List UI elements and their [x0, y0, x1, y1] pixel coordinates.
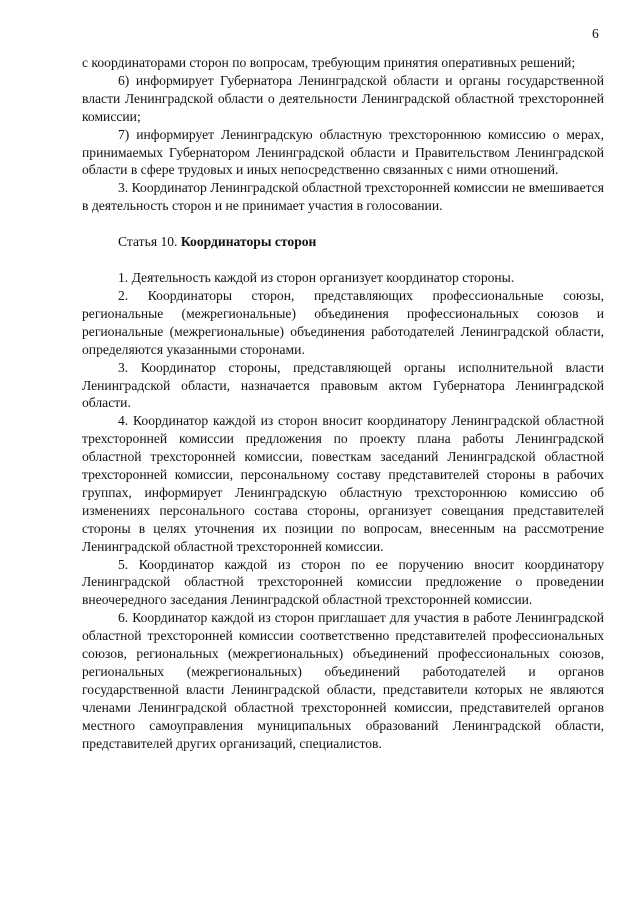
paragraph-item-7: 7) информирует Ленинградскую областную трехстороннюю комиссию о мерах, принимаемых Губернатором Ленинградской области и Правительством Ленинградской области в сфере трудовых и иных непосредственно связанных с ними отношений.	[82, 126, 604, 178]
article-prefix: Статья 10.	[118, 234, 181, 250]
page-number: 6	[592, 26, 599, 41]
document-body	[82, 54, 604, 753]
article-paragraph-6: 6. Координатор каждой из сторон приглашает для участия в работе Ленинградской областной трехсторонней комиссии соответственно представителей профессиональных союзов, региональных (межрегиональных) объединений профессиональных союзов, региональных (межрегиональных) объединений работодателей и органов государственной власти Ленинградской области, представители которых не являются членами Ленинградской областной трехсторонней комиссии, представителей органов местного самоуправления муниципальных образований Ленинградской области, представителей других организаций, специалистов.	[82, 610, 604, 751]
paragraph-continuation: с координаторами сторон по вопросам, требующим принятия оперативных решений;	[82, 55, 576, 70]
article-title: Координаторы сторон	[180, 234, 317, 250]
article-heading	[82, 233, 604, 251]
article-paragraph-3: 3. Координатор стороны, представляющей органы исполнительной власти Ленинградской области, назначается правовым актом Губернатора Ленинградской области.	[82, 359, 604, 411]
paragraph-item-6: 6) информирует Губернатора Ленинградской области и органы государственной власти Ленинградской области о деятельности Ленинградской областной трехсторонней комиссии;	[82, 72, 604, 124]
article-paragraph-5: 5. Координатор каждой из сторон по ее поручению вносит координатору Ленинградской областной трехсторонней комиссии предложение о проведении внеочередного заседания Ленинградской областной трехсторонней комиссии.	[82, 556, 604, 608]
article-paragraph-2: 2. Координаторы сторон, представляющих профессиональные союзы, региональные (межрегиональные) объединения профессиональных союзов и региональные (межрегиональные) объединения работодателей Ленинградской области, определяются указанными сторонами.	[82, 287, 604, 357]
article-paragraph-1: 1. Деятельность каждой из сторон организует координатор стороны.	[118, 270, 515, 286]
article-paragraph-4: 4. Координатор каждой из сторон вносит координатору Ленинградской областной трехсторонней комиссии предложения по проекту плана работы Ленинградской областной трехсторонней комиссии, повесткам заседаний Ленинградской областной трехсторонней комиссии, персональному составу представителей стороны в рабочих группах, информирует Ленинградскую областную трехстороннюю комиссию об изменениях персонального состава стороны, организует совещания представителей стороны в целях уточнения их позиции по вопросам, внесенным на рассмотрение Ленинградской областной трехсторонней комиссии.	[82, 413, 604, 554]
paragraph-point-3: 3. Координатор Ленинградской областной трехсторонней комиссии не вмешивается в деятельность сторон и не принимает участия в голосовании.	[82, 180, 604, 214]
